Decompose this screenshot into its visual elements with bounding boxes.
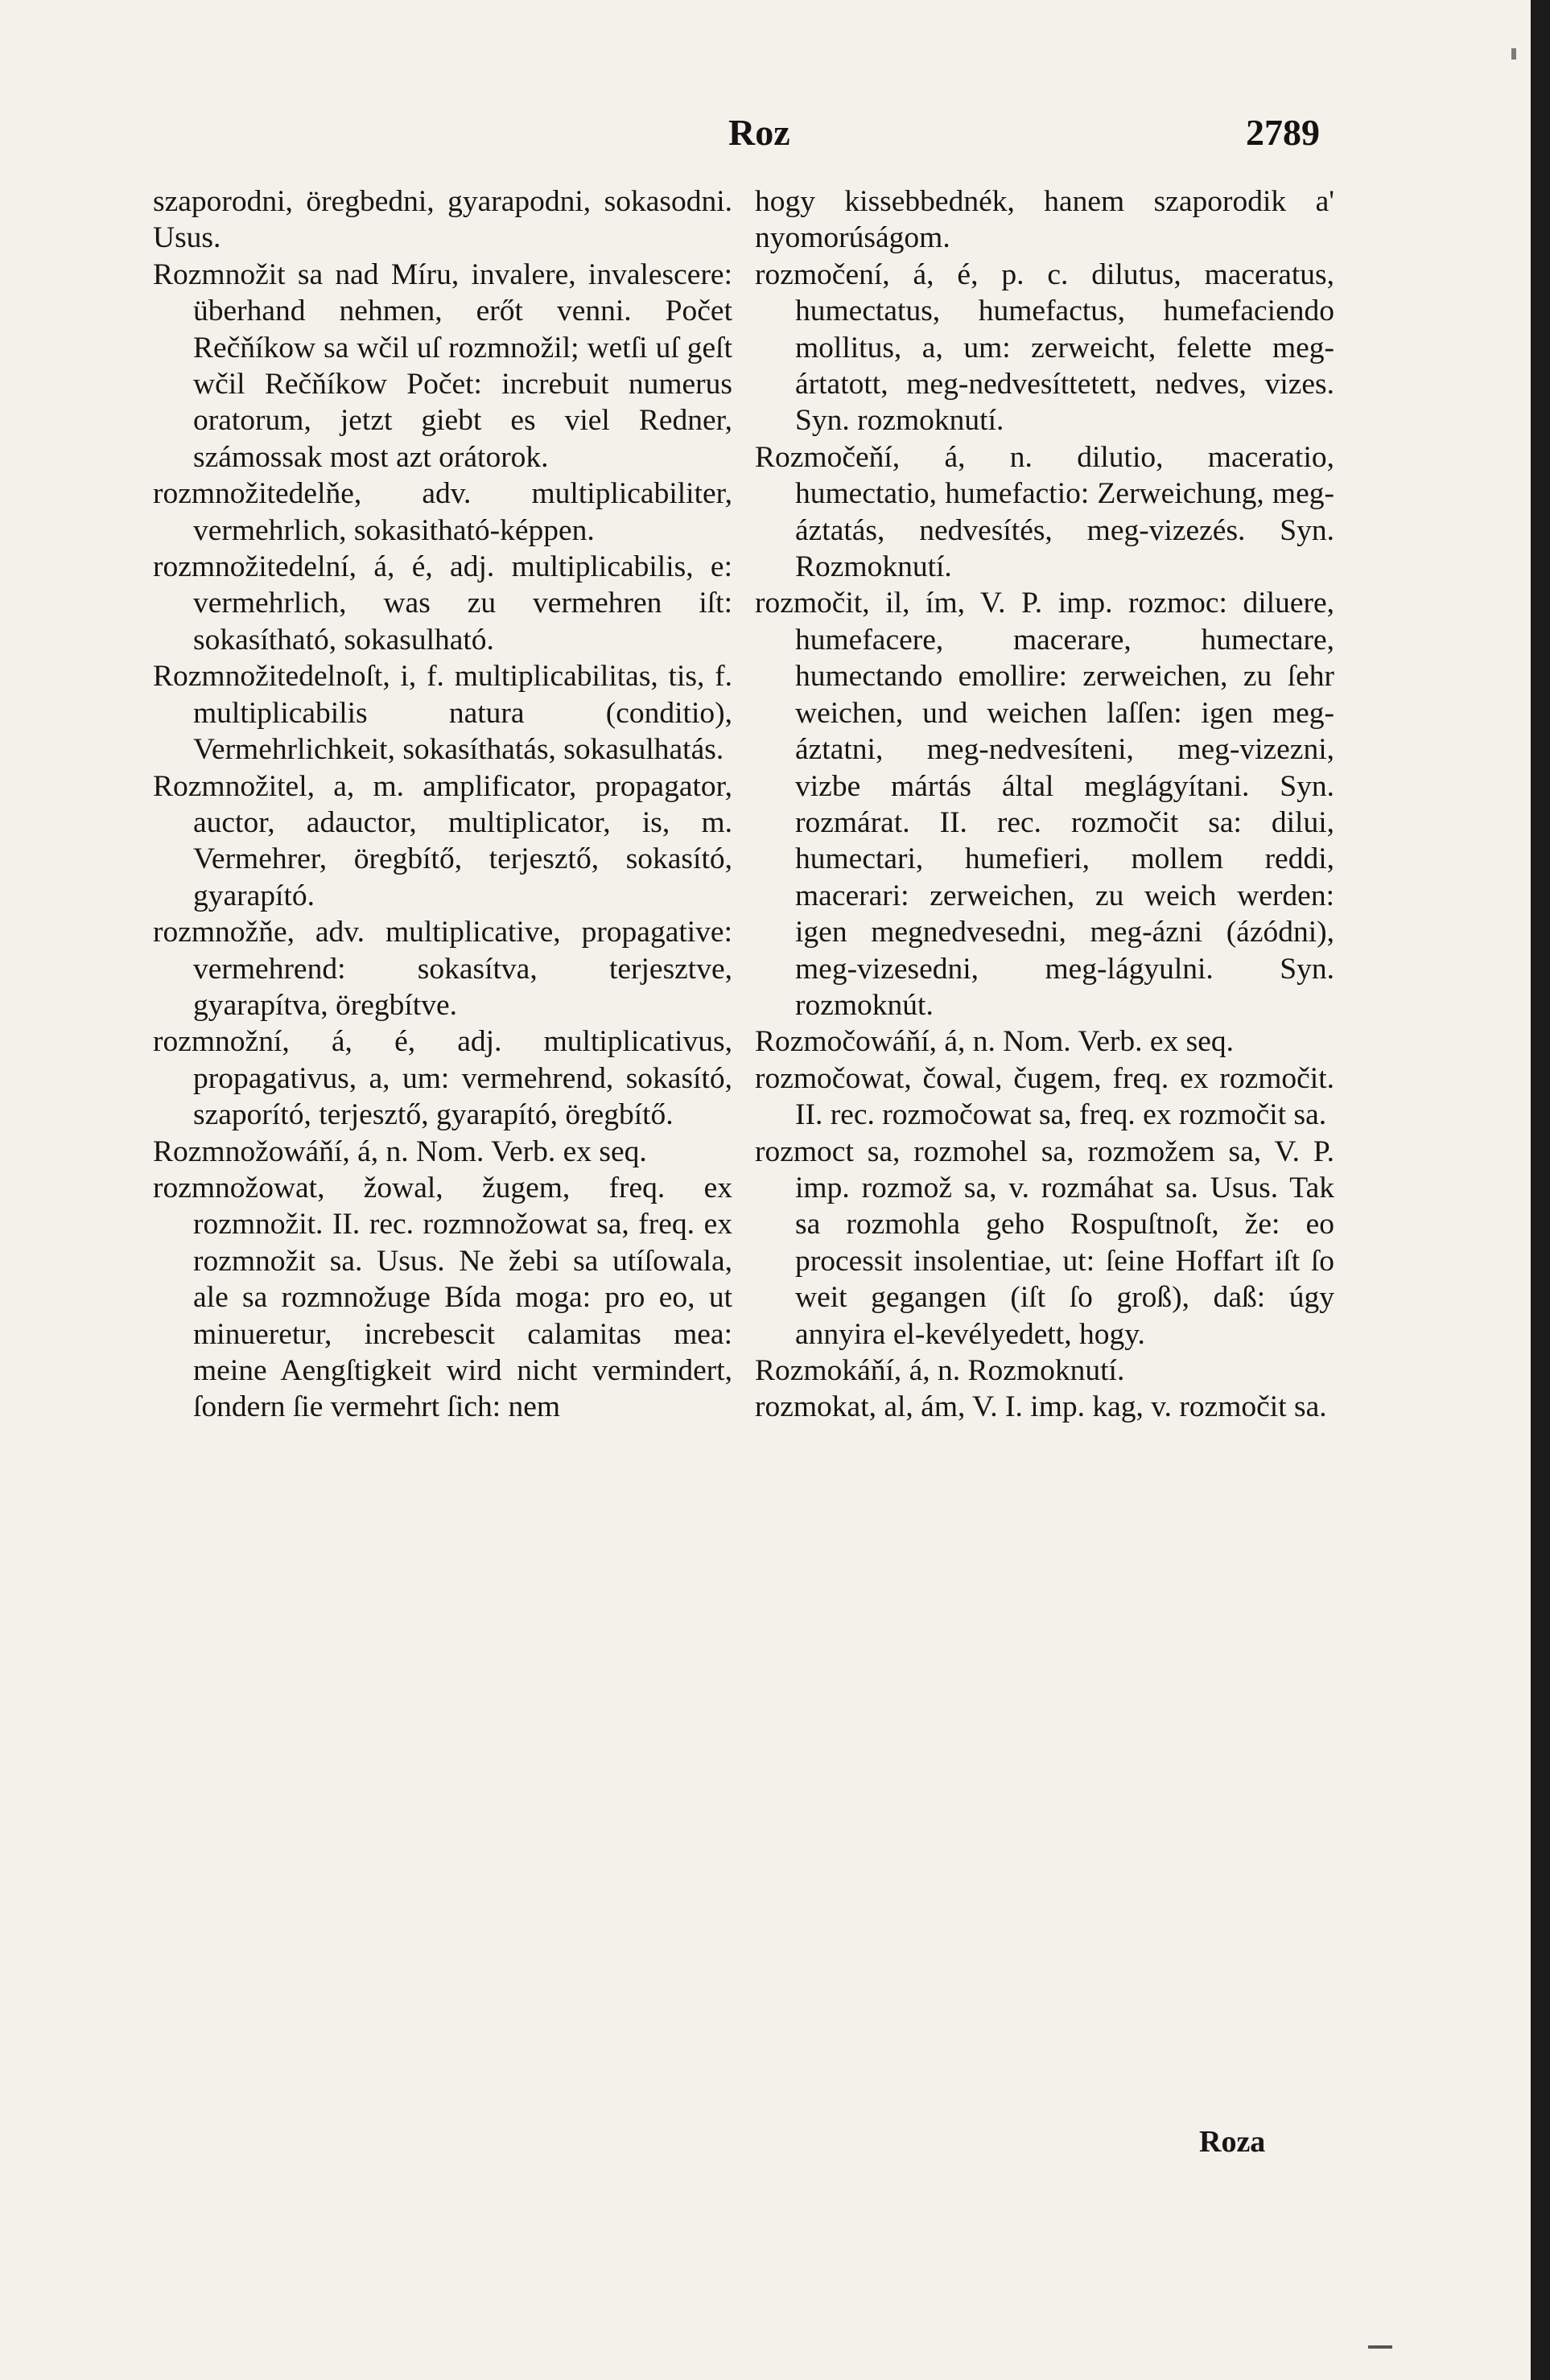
- head-word: Roz: [728, 112, 790, 153]
- page-number: 2789: [1246, 112, 1320, 153]
- bottom-mark: [1368, 2345, 1392, 2349]
- entry: Rozmnožit sa nad Míru, invalere, invalescere: überhand nehmen, erőt venni. Počet Rečňíkow sa wčil uſ rozmnožil; wetſi uſ geſt wčil Rečňíkow Počet: increbuit numerus oratorum, jetzt giebt es viel Redner, számossak most azt orátorok.: [153, 257, 732, 474]
- entry: rozmoct sa, rozmohel sa, rozmožem sa, V. P. imp. rozmož sa, v. rozmáhat sa. Usus. Tak sa rozmohla geho Rospuſtnoſt, že: eo processit insolentiae, ut: ſeine Hoffart iſt ſo weit gegangen (iſt ſo groß), daß: úgy annyira el-kevélyedett, hogy.: [755, 1134, 1334, 1351]
- entry: Rozmnožitedelnoſt, i, f. multiplicabilitas, tis, f. multiplicabilis natura (conditio), Vermehrlichkeit, sokasíthatás, sokasulhatás.: [153, 660, 732, 767]
- entry: rozmnožitedelní, á, é, adj. multiplicabilis, e: vermehrlich, was zu vermehren iſt: sokasítható, sokasulható.: [153, 550, 732, 657]
- entry: hogy kissebbednék, hanem szaporodik a' nyomorúságom.: [755, 185, 1334, 255]
- running-head: [0, 111, 1531, 159]
- page-edge-mark: [1511, 48, 1516, 60]
- entry: rozmočit, il, ím, V. P. imp. rozmoc: diluere, humefacere, macerare, humectare, humectando emollire: zerweichen, zu ſehr weichen, und weichen laſſen: igen meg-áztatni, meg-nedvesíteni, meg-vizezni, vizbe mártás által meglágyítani. Syn. rozmárat. II. rec. rozmočit sa: dilui, humectari, humefieri, mollem reddi, macerari: zerweichen, zu weich werden: igen megnedvesedni, meg-ázni (ázódni), meg-vizesedni, meg-lágyulni. Syn. rozmoknút.: [755, 587, 1334, 1022]
- entry: rozmnožní, á, é, adj. multiplicativus, propagativus, a, um: vermehrend, sokasító, szaporító, terjesztő, gyarapító, öregbítő.: [153, 1025, 732, 1132]
- entry: Rozmnožitel, a, m. amplificator, propagator, auctor, adauctor, multiplicator, is, m. Vermehrer, öregbítő, terjesztő, sokasító, gyarapító.: [153, 769, 732, 912]
- catchword: Roza: [1199, 2125, 1266, 2159]
- entry: rozmnožitedelňe, adv. multiplicabiliter, vermehrlich, sokasitható-képpen.: [153, 477, 732, 547]
- left-column: [153, 183, 732, 1426]
- entry: Rozmočowáňí, á, n. Nom. Verb. ex seq.: [755, 1025, 1235, 1059]
- entry: rozmnožowat, žowal, žugem, freq. ex rozmnožit. II. rec. rozmnožowat sa, freq. ex rozmnožit sa. Usus. Ne žebi sa utíſowala, ale sa rozmnožuge Bída moga: pro eo, ut minueretur, increbescit calamitas mea: meine Aengſtigkeit wird nicht vermindert, ſondern ſie vermehrt ſich: nem: [153, 1171, 732, 1424]
- entry: rozmočení, á, é, p. c. dilutus, maceratus, humectatus, humefactus, humefaciendo mollitus, a, um: zerweicht, felette meg-ártatott, meg-nedvesíttetett, nedves, vizes. Syn. rozmoknutí.: [755, 257, 1334, 438]
- entry: Rozmnožowáňí, á, n. Nom. Verb. ex seq.: [153, 1134, 647, 1168]
- entry: Rozmokáňí, á, n. Rozmoknutí.: [755, 1354, 1125, 1387]
- entry: Rozmočeňí, á, n. dilutio, maceratio, humectatio, humefactio: Zerweichung, meg-áztatás, nedvesítés, meg-vizezés. Syn. Rozmoknutí.: [755, 440, 1334, 584]
- entry: szaporodni, öregbedni, gyarapodni, sokasodni. Usus.: [153, 185, 732, 255]
- entry: rozmnožňe, adv. multiplicative, propagative: vermehrend: sokasítva, terjesztve, gyarapítva, öregbítve.: [153, 916, 732, 1022]
- right-column: [755, 183, 1334, 1426]
- entry: rozmokat, al, ám, V. I. imp. kag, v. rozmočit sa.: [755, 1390, 1327, 1424]
- entry: rozmočowat, čowal, čugem, freq. ex rozmočit. II. rec. rozmočowat sa, freq. ex rozmočit sa.: [755, 1061, 1334, 1132]
